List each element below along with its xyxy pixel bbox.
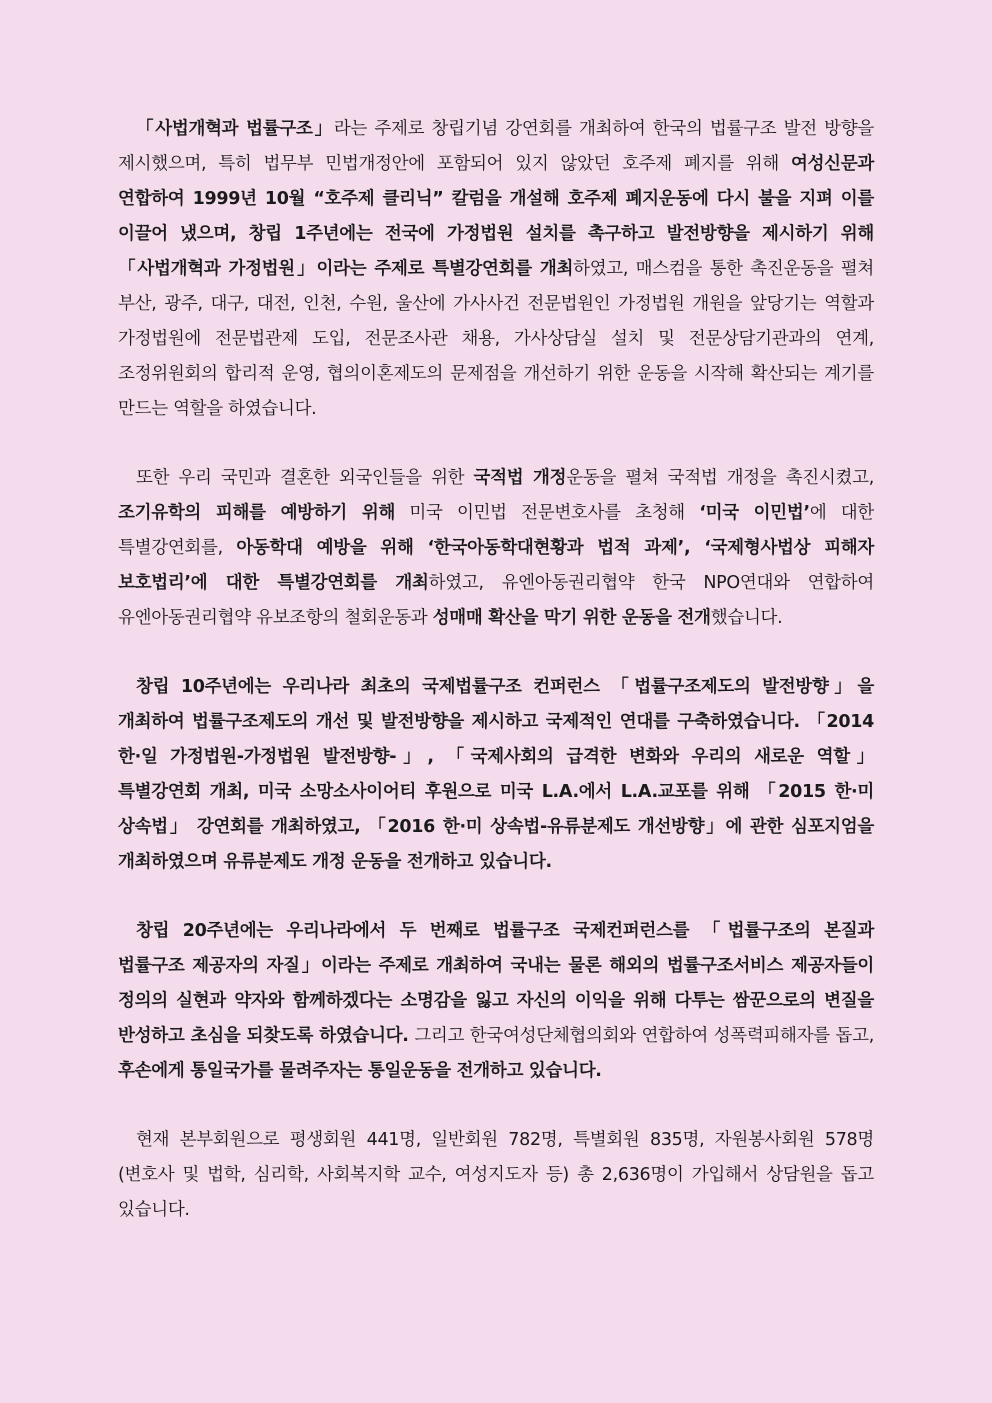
text-segment: 미국 이민법 전문변호사를 초청해	[395, 503, 700, 523]
paragraph-indent	[118, 677, 136, 697]
paragraph	[118, 670, 874, 880]
text-segment: 라는 주제로 창립기념 강연회를 개최하여 한국의 법률구조 발전 방향을 제시했으며, 특히 법무부 민법개정안에 포함되어 있지 않았던 호주제 폐지를 위해	[118, 119, 874, 174]
paragraph	[118, 1123, 874, 1228]
paragraph-indent	[118, 119, 136, 139]
bold-text-segment: 후손에게 통일국가를 물려주자는 통일운동을 전개하고 있습니다.	[118, 1061, 602, 1081]
paragraph-indent	[118, 921, 136, 941]
bold-text-segment: 조기유학의 피해를 예방하기 위해	[118, 503, 396, 523]
bold-text-segment: 성매매 확산을 막기 위한 운동을 전개	[432, 608, 711, 628]
bold-text-segment: 「사법개혁과 법률구조」	[136, 119, 334, 139]
paragraph	[118, 112, 874, 427]
bold-text-segment: 창립 20주년에는 우리나라에서 두 번째로 법률구조 국제컨퍼런스를 「법률구조의 본질과 법률구조 제공자의 자질」이라는 주제로 개최하여 국내는 물론 해외의 법률구조서비스 제공자들이 정의의 실현과 약자와 함께하겠다는 소명감을 잃고 자신의 이익을 위해 다투는 쌈꾼으로의 변질을 반성하고 초심을 되찾도록 하였습니다.	[118, 921, 874, 1046]
text-segment: 현재 본부회원으로 평생회원 441명, 일반회원 782명, 특별회원 835명, 자원봉사회원 578명(변호사 및 법학, 심리학, 사회복지학 교수, 여성지도자 등) 총 2,636명이 가입해서 상담원을 돕고 있습니다.	[118, 1130, 874, 1220]
text-segment: 하였고, 유엔아동권리협약 한국 NPO연대와 연합하여 유엔아동권리협약 유보조항의 철회운동과	[118, 573, 874, 628]
text-segment: 에 대한 특별강연회를,	[118, 503, 874, 558]
paragraph	[118, 914, 874, 1089]
bold-text-segment: 아동학대 예방을 위해 ‘한국아동학대현황과 법적 과제’, ‘국제형사법상 피해자 보호법리’에 대한 특별강연회를 개최	[118, 538, 875, 593]
bold-text-segment: 국적법 개정	[473, 468, 567, 488]
text-segment: 했습니다.	[710, 608, 783, 628]
text-segment: 그리고 한국여성단체협의회와 연합하여 성폭력피해자를 돕고,	[408, 1026, 874, 1046]
text-segment: 운동을 펼쳐 국적법 개정을 촉진시켰고,	[566, 468, 874, 488]
text-segment: 또한 우리 국민과 결혼한 외국인들을 위한	[136, 468, 474, 488]
paragraph-indent	[118, 1130, 136, 1150]
paragraph-indent	[118, 468, 136, 488]
body-text	[118, 112, 874, 1228]
paragraph	[118, 461, 874, 636]
bold-text-segment: 창립 10주년에는 우리나라 최초의 국제법률구조 컨퍼런스 「법률구조제도의 발전방향」을 개최하여 법률구조제도의 개선 및 발전방향을 제시하고 국제적인 연대를 구축하였습니다. 「2014 한·일 가정법원-가정법원 발전방향-」, 「국제사회의 급격한 변화와 우리의 새로운 역할」 특별강연회 개최, 미국 소망소사이어티 후원으로 미국 L.A.에서 L.A.교포를 위해 「2015 한·미 상속법」 강연회를 개최하였고, 「2016 한·미 상속법-유류분제도 개선방향」에 관한 심포지엄을 개최하였으며 유류분제도 개정 운동을 전개하고 있습니다.	[118, 677, 874, 872]
text-segment: 하였고, 매스컴을 통한 촉진운동을 펼쳐 부산, 광주, 대구, 대전, 인천, 수원, 울산에 가사사건 전문법원인 가정법원 개원을 앞당기는 역할과 가정법원에 전문법관제 도입, 전문조사관 채용, 가사상담실 설치 및 전문상담기관과의 연계, 조정위원회의 합리적 운영, 협의이혼제도의 문제점을 개선하기 위한 운동을 시작해 확산되는 계기를 만드는 역할을 하였습니다.	[118, 259, 875, 419]
bold-text-segment: 여성신문과 연합하여 1999년 10월 “호주제 클리닉” 칼럼을 개설해 호주제 폐지운동에 다시 불을 지펴 이를 이끌어 냈으며, 창립 1주년에는 전국에 가정법원 설치를 촉구하고 발전방향을 제시하기 위해 「사법개혁과 가정법원」이라는 주제로 특별강연회를 개최	[118, 154, 874, 279]
bold-text-segment: ‘미국 이민법’	[699, 503, 810, 523]
